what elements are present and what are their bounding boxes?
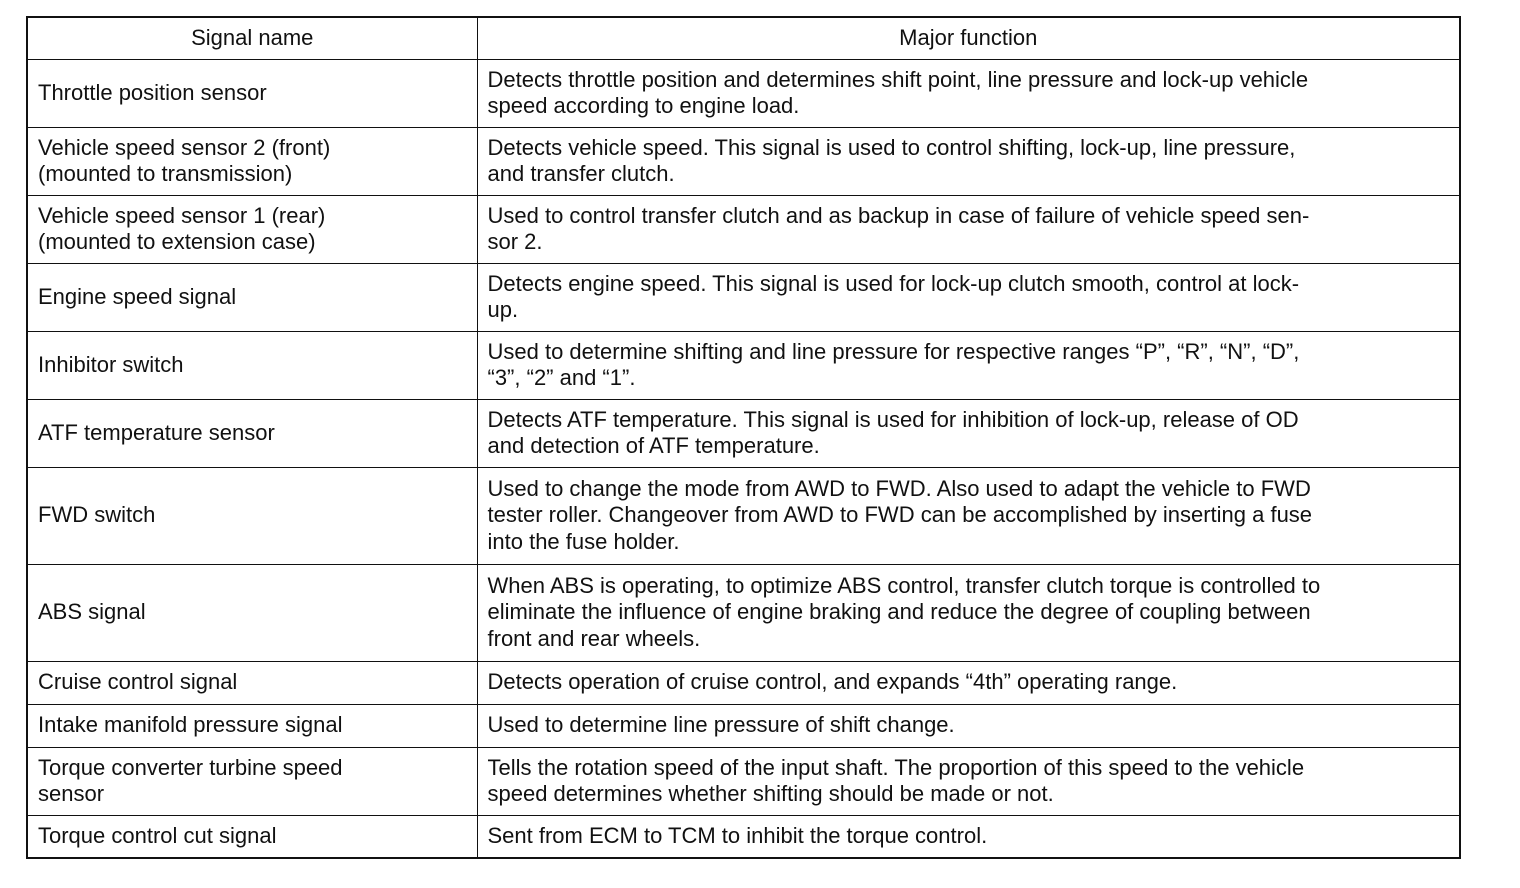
signal-name-cell: Vehicle speed sensor 1 (rear) (mounted to extension case) (27, 195, 477, 263)
table-row (27, 59, 1460, 127)
signal-name-cell: ABS signal (27, 564, 477, 661)
major-function-cell: Sent from ECM to TCM to inhibit the torque control. (477, 815, 1460, 858)
signal-name-cell: FWD switch (27, 467, 477, 564)
table-row (27, 399, 1460, 467)
major-function-cell: Detects vehicle speed. This signal is used to control shifting, lock-up, line pressure, and transfer clutch. (477, 127, 1460, 195)
table-header-row (27, 17, 1460, 59)
signal-name-cell: Torque converter turbine speed sensor (27, 747, 477, 815)
major-function-cell: When ABS is operating, to optimize ABS control, transfer clutch torque is controlled to eliminate the influence of engine braking and reduce the degree of coupling between front and rear wheels. (477, 564, 1460, 661)
table-row (27, 127, 1460, 195)
major-function-cell: Detects operation of cruise control, and expands “4th” operating range. (477, 661, 1460, 704)
major-function-cell: Used to determine shifting and line pressure for respective ranges “P”, “R”, “N”, “D”, “3”, “2” and “1”. (477, 331, 1460, 399)
major-function-cell: Detects ATF temperature. This signal is used for inhibition of lock-up, release of OD and detection of ATF temperature. (477, 399, 1460, 467)
signal-name-cell: Inhibitor switch (27, 331, 477, 399)
table-row (27, 704, 1460, 747)
table-row (27, 815, 1460, 858)
signal-name-cell: Cruise control signal (27, 661, 477, 704)
table-row (27, 195, 1460, 263)
column-header-major-function: Major function (477, 17, 1460, 59)
table-row (27, 467, 1460, 564)
table-row (27, 331, 1460, 399)
table-row (27, 661, 1460, 704)
column-header-signal-name: Signal name (27, 17, 477, 59)
signal-name-cell: Engine speed signal (27, 263, 477, 331)
signal-function-table (26, 16, 1461, 859)
major-function-cell: Detects throttle position and determines shift point, line pressure and lock-up vehicle speed according to engine load. (477, 59, 1460, 127)
signal-name-cell: Torque control cut signal (27, 815, 477, 858)
table-row (27, 747, 1460, 815)
signal-name-cell: ATF temperature sensor (27, 399, 477, 467)
signal-name-cell: Throttle position sensor (27, 59, 477, 127)
major-function-cell: Used to change the mode from AWD to FWD. Also used to adapt the vehicle to FWD tester roller. Changeover from AWD to FWD can be accomplished by inserting a fuse into the fuse holder. (477, 467, 1460, 564)
major-function-cell: Used to control transfer clutch and as backup in case of failure of vehicle speed sen- sor 2. (477, 195, 1460, 263)
major-function-cell: Detects engine speed. This signal is used for lock-up clutch smooth, control at lock- up. (477, 263, 1460, 331)
table-row (27, 564, 1460, 661)
major-function-cell: Tells the rotation speed of the input shaft. The proportion of this speed to the vehicle speed determines whether shifting should be made or not. (477, 747, 1460, 815)
major-function-cell: Used to determine line pressure of shift change. (477, 704, 1460, 747)
table-row (27, 263, 1460, 331)
signal-name-cell: Vehicle speed sensor 2 (front) (mounted to transmission) (27, 127, 477, 195)
signal-name-cell: Intake manifold pressure signal (27, 704, 477, 747)
